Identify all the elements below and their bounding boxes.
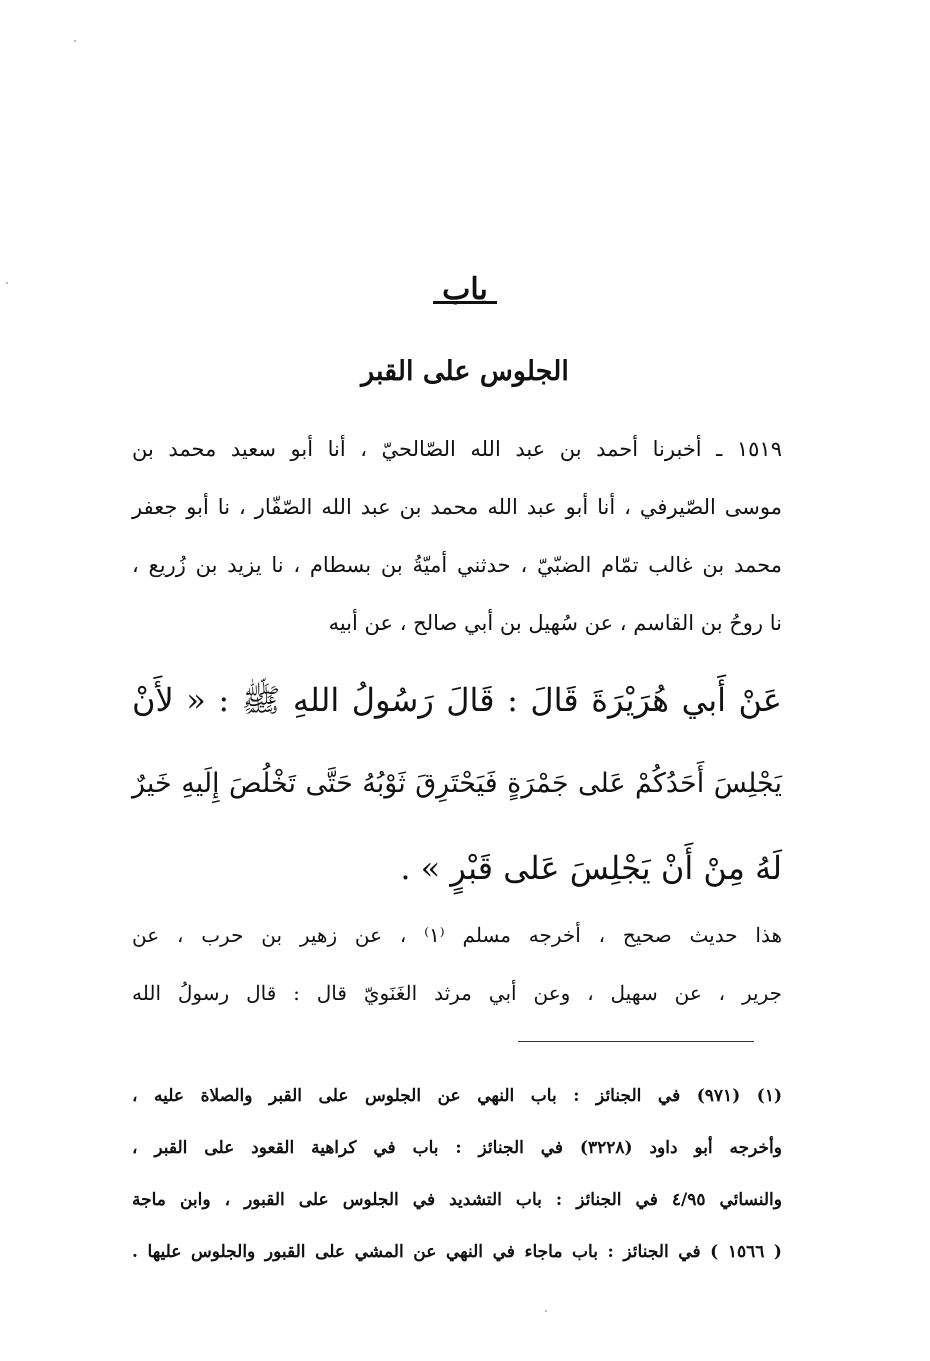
scan-speck <box>545 1310 547 1312</box>
footnote-line: وأخرجه أبو داود (٣٢٢٨) في الجنائز : باب في كراهية القعود على القبر ، <box>132 1138 782 1158</box>
chapter-heading <box>0 272 930 307</box>
hadith-matn <box>132 658 782 910</box>
commentary-line: جرير ، عن سهيل ، وعن أبي مرثد الغَنَويّ قال : قال رسولُ الله <box>132 981 782 1005</box>
footnote-line: والنسائي ٤/٩٥ في الجنائز : باب التشديد في الجلوس على القبور ، وابن ماجة <box>132 1190 782 1210</box>
scan-speck <box>74 40 76 42</box>
chapter-heading-text: باب <box>442 272 488 307</box>
isnad-line: ١٥١٩ ـ أخبرنا أحمد بن عبد الله الصّالحيّ ، أنا أبو سعيد محمد بن <box>132 437 782 461</box>
footnotes <box>132 1070 782 1278</box>
footnote-line: ( ١٥٦٦ ) في الجنائز : باب ماجاء في النهي عن المشي على القبور والجلوس عليها . <box>132 1242 782 1262</box>
hadith-commentary <box>132 906 782 1022</box>
commentary-line: هذا حديث صحيح ، أخرجه مسلم ⁽١⁾ ، عن زهير بن حرب ، عن <box>132 923 783 947</box>
isnad-line: موسى الصّيرفي ، أنا أبو عبد الله محمد بن عبد الله الصّفّار ، نا أبو جعفر <box>132 495 783 519</box>
isnad-line: محمد بن غالب تمّام الضبّيّ ، حدثني أميّةُ بن بسطام ، نا يزيد بن زُريع ، <box>132 553 782 577</box>
footnote-line: (١) (٩٧١) في الجنائز : باب النهي عن الجلوس على القبر والصلاة عليه ، <box>132 1086 782 1106</box>
matn-line: عَنْ أَبي هُرَيْرَةَ قَالَ : قَالَ رَسُولُ اللهِ ﷺ : « لأَنْ <box>132 681 782 719</box>
footnote-separator <box>518 1041 754 1042</box>
matn-line: يَجْلِسَ أَحَدُكُمْ عَلى جَمْرَةٍ فَيَحْتَرِقَ ثَوْبُهُ حَتَّى تَخْلُصَ إِلَيهِ خَيرٌ <box>132 768 782 799</box>
matn-line: لَهُ مِنْ أَنْ يَجْلِسَ عَلى قَبْرٍ » . <box>400 849 782 887</box>
isnad-line: نا روحُ بن القاسم ، عن سُهيل بن أبي صالح ، عن أبيه <box>328 611 782 635</box>
hadith-isnad <box>132 420 782 652</box>
chapter-subheading: الجلوس على القبر <box>361 356 569 387</box>
